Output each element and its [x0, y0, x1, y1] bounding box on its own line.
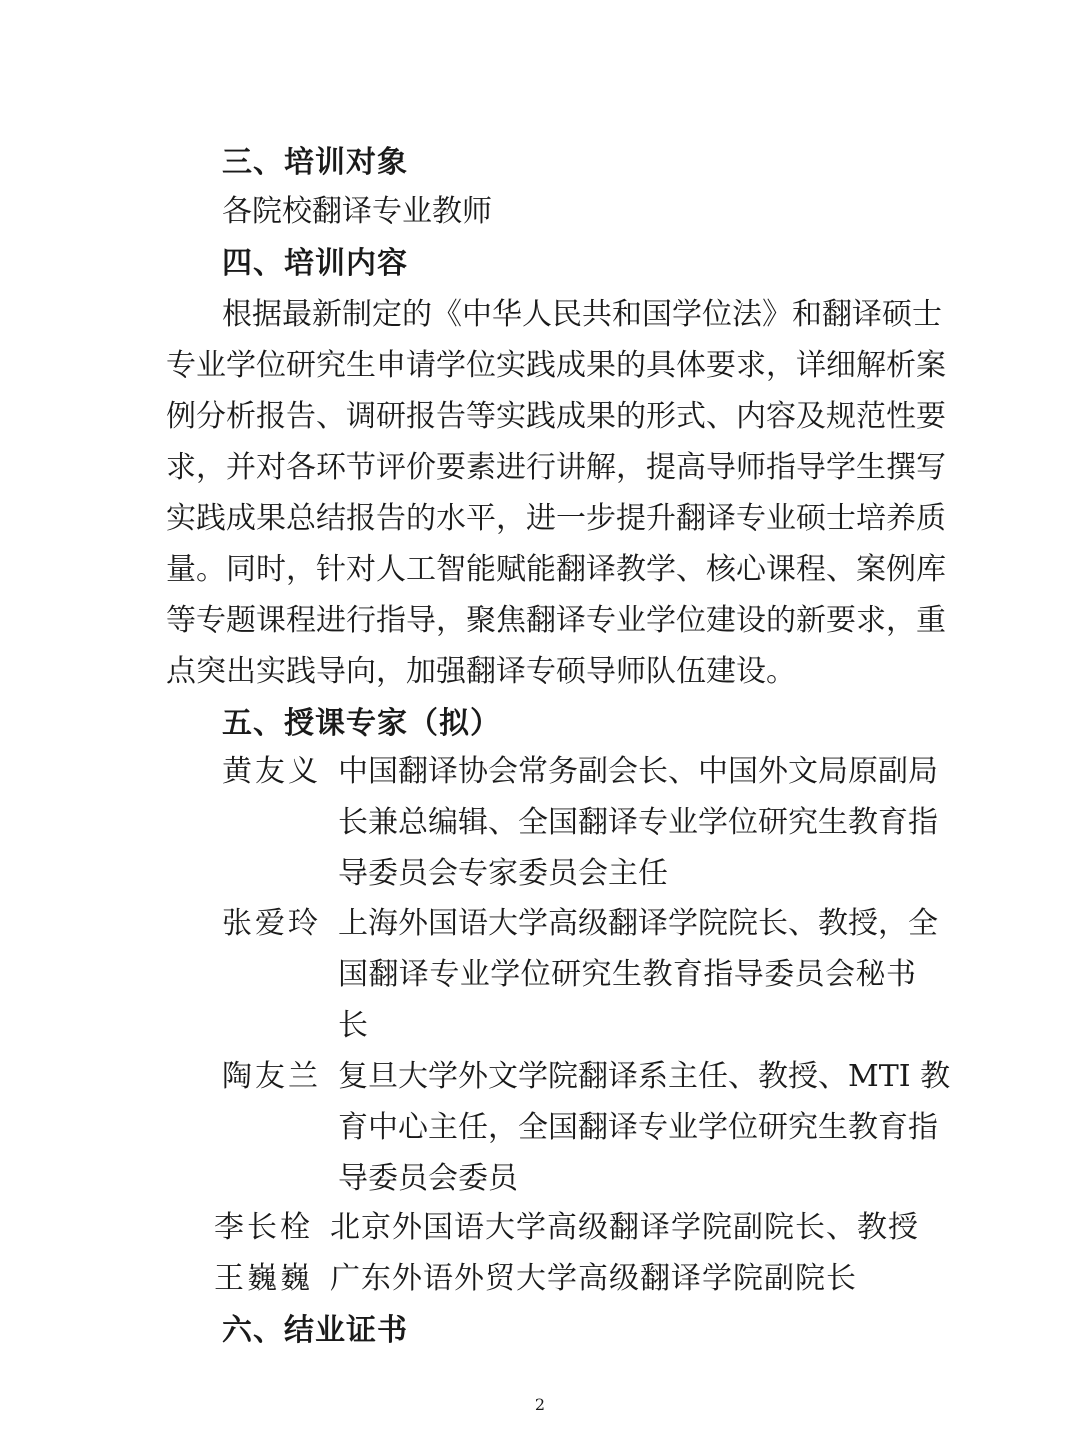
- expert-description: 北京外国语大学高级翻译学院副院长、教授: [330, 1210, 919, 1245]
- page-number: 2: [534, 1395, 546, 1414]
- section-heading-4: 四、培训内容: [222, 246, 408, 281]
- expert-line: 国翻译专业学位研究生教育指导委员会秘书: [338, 957, 916, 992]
- expert-line: 长兼总编辑、全国翻译专业学位研究生教育指: [338, 805, 938, 840]
- paragraph-line: 实践成果总结报告的水平，进一步提升翻译专业硕士培养质: [166, 501, 946, 536]
- expert-description: [338, 898, 938, 1051]
- expert-line: 上海外国语大学高级翻译学院院长、教授，全: [338, 906, 938, 941]
- expert-line: 复旦大学外文学院翻译系主任、教授、MTI 教: [338, 1059, 951, 1094]
- expert-name: 王巍巍: [214, 1261, 313, 1296]
- expert-name: 陶友兰: [222, 1059, 321, 1094]
- paragraph-line: 求，并对各环节评价要素进行讲解，提高导师指导学生撰写: [166, 450, 946, 485]
- section-heading-3: 三、培训对象: [222, 145, 408, 180]
- section-4-paragraph: [166, 289, 946, 697]
- expert-name: 黄友义: [222, 754, 321, 789]
- expert-line: 育中心主任，全国翻译专业学位研究生教育指: [338, 1110, 938, 1145]
- expert-name: 张爱玲: [222, 906, 321, 941]
- expert-line: 中国翻译协会常务副会长、中国外文局原副局: [338, 754, 938, 789]
- expert-line: 导委员会专家委员会主任: [338, 856, 668, 891]
- section-heading-5: 五、授课专家（拟）: [222, 706, 501, 741]
- section-heading-6: 六、结业证书: [222, 1313, 408, 1348]
- paragraph-line: 例分析报告、调研报告等实践成果的形式、内容及规范性要: [166, 399, 946, 434]
- paragraph-line: 点突出实践导向，加强翻译专硕导师队伍建设。: [166, 654, 796, 689]
- paragraph-line: 量。同时，针对人工智能赋能翻译教学、核心课程、案例库: [166, 552, 946, 587]
- paragraph-line: 根据最新制定的《中华人民共和国学位法》和翻译硕士: [222, 297, 942, 332]
- expert-line: 导委员会委员: [338, 1161, 518, 1196]
- expert-description: 广东外语外贸大学高级翻译学院副院长: [330, 1261, 857, 1296]
- expert-line: 长: [338, 1008, 368, 1043]
- section-3-body: 各院校翻译专业教师: [222, 194, 492, 229]
- expert-description: [338, 1051, 951, 1204]
- expert-name: 李长栓: [214, 1210, 313, 1245]
- expert-description: [338, 746, 938, 899]
- paragraph-line: 等专题课程进行指导，聚焦翻译专业学位建设的新要求，重: [166, 603, 946, 638]
- paragraph-line: 专业学位研究生申请学位实践成果的具体要求，详细解析案: [166, 348, 946, 383]
